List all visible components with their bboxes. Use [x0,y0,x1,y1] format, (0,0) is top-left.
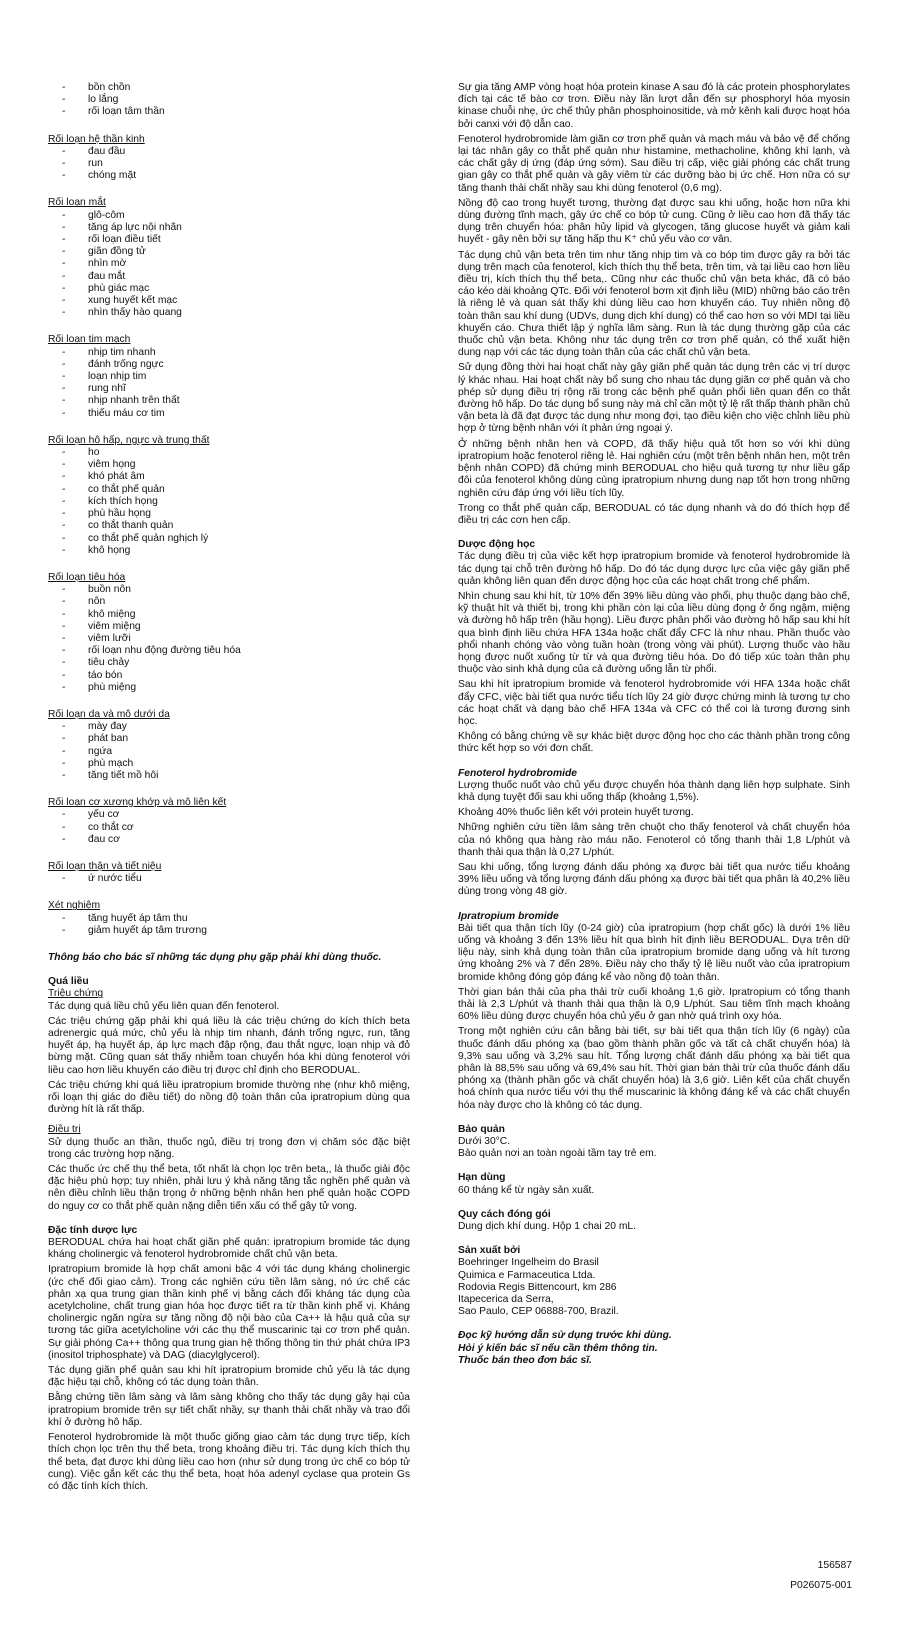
list-item: - đau cơ [48,834,410,846]
ipratropium-paragraphs [458,923,850,1112]
paragraph: Boehringer Ingelheim do Brasil [458,1257,599,1269]
section-heading: Rối loạn hệ thần kinh [48,133,145,145]
warning-lines [458,1330,850,1367]
list-item: - rối loạn tâm thần [48,106,410,118]
list-item: - tăng áp lực nội nhãn [48,222,410,234]
packaging-lines [458,1221,850,1233]
paragraph: Sao Paulo, CEP 06888-700, Brazil. [458,1306,619,1318]
list-item: - khô họng [48,545,410,557]
paragraph: Tác dụng giãn phế quản sau khi hít ipratropium bromide chủ yếu là tác dụng đặc hiệu tại chỗ, không có tác dụng toàn thân. [48,1365,410,1389]
manufacturer-heading: Sản xuất bởi [458,1245,521,1257]
paragraph: Lượng thuốc nuốt vào chủ yếu được chuyển hóa thành dạng liên hợp sulphate. Sinh khả dụng tuyệt đối sau khi uống thấp (khoảng 1,5%). [458,779,850,803]
section-heading: Rối loạn tim mạch [48,334,131,346]
list-item: - tăng huyết áp tâm thu [48,913,410,925]
symptom-list [48,447,410,557]
symptom-list [48,873,410,885]
pharmacodynamics-paragraphs [48,1237,410,1493]
right-column [458,82,850,1367]
paragraph: 60 tháng kể từ ngày sản xuất. [458,1184,595,1196]
list-item: - kích thích họng [48,496,410,508]
paragraph: Nhìn chung sau khi hít, từ 10% đến 39% liều dùng vào phổi, phụ thuộc dạng bào chế, kỹ thuật hít và thiết bị, trong khi phần còn lại của liều dùng đọng ở ống ngậm, miệng và đường hô hấp trên (hầu họng). Liều được phân phối vào đường hô hấp sau khi hít qua bình định liều chứa HFA 134a hoặc chất đẩy CFC là như nhau. Phần thuốc vào phổi nhanh chóng vào vòng tuần hoàn (trong vòng vài phút). Lượng thuốc vào hầu họng được nuốt xuống từ từ và qua đường tiêu hóa. Do đó tiếp xúc toàn thân phụ thuộc vào sinh khả dụng của cả đường uống lẫn từ phổi. [458,590,850,676]
paragraph: Ở những bệnh nhân hen và COPD, đã thấy hiệu quả tốt hơn so với khi dùng ipratropium hoặc fenoterol riêng lẻ. Hai nghiên cứu (một trên bệnh nhân hen, một trên bệnh nhân COPD) đã chứng minh BERODUAL cho hiệu quả tương tự như liều gấp đôi của fenoterol không dùng cùng ipratropium nhưng dung nạp tốt hơn trong những nghiên cứu đáp ứng với liều tích lũy. [458,438,850,499]
paragraph: Sau khi hít ipratropium bromide và fenoterol hydrobromide với HFA 134a hoặc chất đẩy CFC, việc bài tiết qua nước tiểu tích lũy 24 giờ được chứng minh là tương tự cho các hoạt chất và dạng bào chế HFA 134a và CFC có thể coi là tương đương sinh học. [458,679,850,727]
paragraph: Nồng độ cao trong huyết tương, thường đạt được sau khi uống, hoặc hơn nữa khi dùng đường tĩnh mạch, gây ức chế co bóp tử cung. Cũng ở liều cao hơn đã thấy tác dụng trên chuyển hóa: phân hủy lipid và glycogen, tăng glucose huyết và giảm kali huyết - gây nên bởi sự tăng hấp thu K⁺ chủ yếu vào cơ vân. [458,197,850,246]
paragraph: Fenoterol hydrobromide là một thuốc giống giao cảm tác dụng trực tiếp, kích thích chọn lọc trên thụ thể beta, trong khoảng điều trị. Tác dụng kích thích thụ thể beta, đạt được khi dùng liều cao hơn (như sử dụng trong ức chế co bóp tử cung). Việc gắn kết các thụ thể beta, hoạt hóa adenyl cyclase qua protein Gs có đặc tính kích thích. [48,1432,410,1492]
list-item: - khó phát âm [48,471,410,483]
expiry-lines [458,1185,850,1197]
storage-heading: Bảo quản [458,1123,505,1135]
paragraph: Các triệu chứng khi quá liều ipratropium bromide thường nhẹ (như khô miệng, rối loạn thị giác do điều tiết) do nồng độ toàn thân của ipratropium dùng qua đường hít là rất thấp. [48,1079,410,1116]
list-item: - nôn [48,596,410,608]
list-item: - khô miệng [48,609,410,621]
paragraph: Thuốc bán theo đơn bác sĩ. [458,1354,592,1366]
list-item: - phù hầu họng [48,508,410,520]
manufacturer-lines [458,1257,850,1318]
list-item: - rối loạn điều tiết [48,234,410,246]
adverse-effect-groups [48,134,410,937]
list-item: - nhìn mờ [48,258,410,270]
section-heading: Rối loạn da và mô dưới da [48,708,170,720]
list-item: - viêm họng [48,459,410,471]
notice-text: Thông báo cho bác sĩ những tác dụng phụ gặp phải khi dùng thuốc. [48,951,382,963]
symptoms-paragraphs [48,1001,410,1117]
treatment-heading: Điều trị [48,1124,81,1136]
paragraph: Sử dụng đồng thời hai hoạt chất này gây giãn phế quản tác dụng trên các vị trí dược lý khác nhau. Hai hoạt chất này bổ sung cho nhau tác dụng giãn cơ phế quản và cho phép sử dụng điều trị rộng rãi trong các bệnh phế quản phổi liên quan đến co thắt đường hô hấp. Do tác dụng bổ sung này mà chỉ cần một tỷ lệ rất thấp thành phần chủ vận beta là đã đạt được tác dụng như mong đợi, tạo điều kiện cho việc chỉnh liều phù hợp ở từng bệnh nhân với ít phản ứng ngoại ý. [458,362,850,435]
storage-lines [458,1136,850,1160]
list-item: - phù mạch [48,758,410,770]
list-item: - yếu cơ [48,809,410,821]
list-item: - đánh trống ngực [48,359,410,371]
section-heading: Rối loạn thận và tiết niệu [48,860,162,872]
document-codes [790,1556,852,1596]
paragraph: Trong một nghiên cứu cân bằng bài tiết, sự bài tiết qua thận tích lũy (6 ngày) của thuốc đánh dấu phóng xạ (bao gồm thành phần gốc và tất cả chất chuyển hóa) là 9,3% sau uống và 3,2% sau hít. Tổng lượng chất đánh dấu phóng xạ bài tiết qua phân là 88,5% sau uống và 69,4% sau hít. Thời gian bán thải trừ của thuốc đánh dấu phóng xạ (thành phần gốc và chất chuyển hóa) là 3,6 giờ. Liên kết của chất chuyển hoá chính qua nước tiểu với thụ thể muscarinic là không đáng kể và các chất chuyển hóa này được cho là không có tác dụng. [458,1026,850,1111]
list-item: - glô-côm [48,210,410,222]
paragraph: Dưới 30°C. [458,1136,511,1148]
list-item: - rối loạn nhu động đường tiêu hóa [48,645,410,657]
overdose-heading: Quá liều [48,976,89,988]
expiry-heading: Hạn dùng [458,1172,506,1184]
section-heading: Xét nghiệm [48,900,101,912]
symptom-list [48,721,410,782]
list-item: - run [48,158,410,170]
list-item: - phù giác mạc [48,283,410,295]
paragraph: Dung dịch khí dung. Hộp 1 chai 20 mL. [458,1221,637,1233]
list-item: - thiếu máu cơ tim [48,408,410,420]
pharmacodynamics-heading: Đặc tính dược lực [48,1224,138,1236]
paragraph: Không có bằng chứng về sự khác biệt dược động học cho các thành phần trong công thức kết hợp so với đơn chất. [458,731,850,755]
list-item: - phát ban [48,733,410,745]
list-item: - buồn nôn [48,584,410,596]
list-item: - viêm miệng [48,621,410,633]
paragraph: Thời gian bán thải của pha thải trừ cuối khoảng 1,6 giờ. Ipratropium có tổng thanh thải là 2,3 L/phút và thanh thải qua thận là 0,9 L/phút. Sau tiêm tĩnh mạch khoảng 60% liều dùng được chuyển hóa chủ yếu ở gan nhờ quá trình oxy hóa. [458,986,850,1023]
section-heading: Rối loạn cơ xương khớp và mô liên kết [48,797,227,809]
list-item: - đau mắt [48,271,410,283]
list-item: - co thắt cơ [48,822,410,834]
list-item: - giãn đồng tử [48,246,410,258]
list-item: - co thắt phế quản [48,484,410,496]
pharmacodynamics-continued [458,82,850,527]
symptom-list [48,809,410,846]
list-item: - ứ nước tiểu [48,873,410,885]
list-item: - tiêu chảy [48,657,410,669]
section-heading: Rối loạn tiêu hóa [48,571,126,583]
list-item: - mày đay [48,721,410,733]
list-item: - tăng tiết mồ hôi [48,770,410,782]
symptoms-heading: Triệu chứng [48,988,104,1000]
paragraph: Các triệu chứng gặp phải khi quá liều là các triệu chứng do kích thích beta adrenergic quá mức, chủ yếu là nhịp tim nhanh, đánh trống ngực, run, tăng huyết áp, hạ huyết áp, áp lực mạch đập rộng, đau thắt ngực, loạn nhịp và đỏ bừng mặt. Cũng quan sát thấy nhiễm toan chuyển hóa khi dùng fenoterol với liều cao hơn liều khuyến cáo điều trị được chỉ định cho BERODUAL. [48,1015,410,1076]
symptom-list [48,347,410,420]
symptom-list [48,146,410,183]
paragraph: Bằng chứng tiền lâm sàng và lâm sàng không cho thấy tác dụng gây hại của ipratropium bromide trên sự tiết chất nhầy, sự thanh thải chất nhầy và trao đổi khí ở đường hô hấp. [48,1392,410,1428]
paragraph: Rodovia Regis Bittencourt, km 286 [458,1281,617,1293]
paragraph: Sử dụng thuốc an thần, thuốc ngủ, điều trị trong đơn vị chăm sóc đặc biệt trong các trường hợp nặng. [48,1136,410,1160]
section-heading: Rối loạn mắt [48,197,106,209]
list-item: - co thắt phế quản nghịch lý [48,533,410,545]
section-heading: Rối loạn hô hấp, ngực và trung thất [48,434,210,446]
paragraph: Quimica e Farmaceutica Ltda. [458,1269,596,1281]
list-item: - nhịp tim nhanh [48,347,410,359]
symptom-list [48,210,410,320]
list-item: - ngứa [48,746,410,758]
symptom-list-top [48,82,410,119]
list-item: - loạn nhịp tim [48,371,410,383]
paragraph: Đọc kỹ hướng dẫn sử dụng trước khi dùng. [458,1330,672,1342]
paragraph: Khoảng 40% thuốc liên kết với protein huyết tương. [458,807,694,819]
list-item: - táo bón [48,670,410,682]
paragraph: Sự gia tăng AMP vòng hoạt hóa protein kinase A sau đó là các protein phosphorylates đích tại các tế bào cơ trơn. Điều này lần lượt dẫn đến sự phosphoryl hóa myosin kinase chuỗi nhẹ, ức chế thủy phân phosphoinositide, và mở kênh kali được hoạt hóa bởi canxi với độ dẫn cao. [458,82,850,130]
paragraph: Itapecerica da Serra, [458,1294,554,1306]
list-item: - ho [48,447,410,459]
paragraph: Tác dụng chủ vận beta trên tim như tăng nhịp tim và co bóp tim được gây ra bởi tác dụng trên mạch của fenoterol, kích thích thụ thể beta, trên tim, và tại liều cao hơn liều điều trị, kích thích thụ thể beta,. Cũng như các thuốc chủ vận beta khác, đã có báo cáo kéo dài khoảng QTc. Đối với fenoterol bơm xịt định liều (MID) những báo cáo trên là riêng lẻ và quan sát thấy khi dùng liều cao hơn khuyến cáo. Tuy nhiên nồng độ toàn thân sau khí dung (UDVs, dung dịch khí dung) có thể cao hơn so với MDI tại liều khuyến cáo. Chưa thiết lập ý nghĩa lâm sàng. Run là tác dụng thường gặp của các thuốc chủ vận beta. Không như tác dụng trên cơ trơn phế quản, có thể xuất hiện dung nạp với các tác dụng toàn thân của các chất chủ vận beta. [458,249,850,359]
paragraph: Ipratropium bromide là hợp chất amoni bậc 4 với tác dụng kháng cholinergic (ức chế đối giao cảm). Trong các nghiên cứu tiền lâm sàng, nó ức chế các phản xạ qua trung gian thần kinh phế vị bằng cách đối kháng tác dụng của acetylcholine, chất trung gian hóa học được tiết ra từ thần kinh phế vị. Kháng cholinergic ngăn ngừa sự tăng nồng độ nội bào của Ca++ là hậu quả của sự tương tác giữa acetylcholine với các thụ thể muscarinic tại cơ trơn phế quản. Sự giải phóng Ca++ thông qua trung gian hệ thống thông tin thứ phát chứa IP3 (inositol triphosphate) và DAG (diacylglycerol). [48,1264,410,1361]
code-number: 156587 [817,1560,852,1571]
ipratropium-heading: Ipratropium bromide [458,910,559,922]
list-item: - đau đầu [48,146,410,158]
paragraph: Hỏi ý kiến bác sĩ nếu cần thêm thông tin. [458,1342,658,1354]
list-item: - xung huyết kết mạc [48,295,410,307]
list-item: - co thắt thanh quản [48,520,410,532]
list-item: - phù miệng [48,682,410,694]
list-item: - nhìn thấy hào quang [48,307,410,319]
list-item: - chóng mặt [48,170,410,182]
paragraph: Fenoterol hydrobromide làm giãn cơ trơn phế quản và mạch máu và bảo vệ để chống lại tác nhân gây co thắt phế quản như histamine, methacholine, không khí lạnh, và các chất gây dị ứng (đáp ứng sớm). Sau điều trị cấp, việc giải phóng các chất trung gian gây co thắt phế quản và gây viêm từ các dưỡng bào bị ức chế. Hơn nữa có sự tăng thanh thải chất nhầy sau khi dùng fenoterol (0,6 mg). [458,133,850,194]
pharmacokinetics-heading: Dược động học [458,539,536,551]
pharmacokinetics-paragraphs [458,551,850,755]
paragraph: Bài tiết qua thận tích lũy (0-24 giờ) của ipratropium (hợp chất gốc) là dưới 1% liều uống và khoảng 3 đến 13% liều hít qua bình hít định liều BERODUAL. Dựa trên dữ liệu này, sinh khả dụng toàn thân của ipratropium bromide dạng uống và hít tương ứng khoảng 2% và 7 đến 28%. Điều này cho thấy tỷ lệ liều nuốt vào của ipratropium bromide không đóng góp đáng kể vào nồng độ toàn thân. [458,922,850,983]
fenoterol-heading: Fenoterol hydrobromide [458,767,577,779]
symptom-list [48,913,410,937]
list-item: - giảm huyết áp tâm trương [48,925,410,937]
packaging-heading: Quy cách đóng gói [458,1208,551,1220]
paragraph: Những nghiên cứu tiền lâm sàng trên chuột cho thấy fenoterol và chất chuyển hóa của nó không qua hàng rào máu não. Fenoterol có tổng thanh thải 1,8 L/phút và thanh thải qua thận là 0,27 L/phút. [458,822,850,858]
left-column [48,82,410,1496]
list-item: - rung nhĩ [48,383,410,395]
symptom-list [48,584,410,694]
list-item: - viêm lưỡi [48,633,410,645]
product-code: P026075-001 [790,1580,852,1591]
paragraph: Tác dụng quá liều chủ yếu liên quan đến fenoterol. [48,1000,280,1012]
paragraph: Trong co thắt phế quản cấp, BERODUAL có tác dụng nhanh và do đó thích hợp để điều trị các cơn hen cấp. [458,502,850,526]
paragraph: BERODUAL chứa hai hoạt chất giãn phế quản: ipratropium bromide tác dụng kháng cholinergic và fenoterol hydrobromide chất chủ vận beta. [48,1237,410,1261]
list-item: - bồn chồn [48,82,410,94]
paragraph: Tác dụng điều trị của việc kết hợp ipratropium bromide và fenoterol hydrobromide là tác dụng tại chỗ trên đường hô hấp. Do đó tác dụng dược lực của việc gây giãn phế quản không liên quan đến dược động học của các hoạt chất trong chế phẩm. [458,551,850,587]
paragraph: Các thuốc ức chế thụ thể beta, tốt nhất là chọn lọc trên beta,, là thuốc giải độc đặc hiệu phù hợp; tuy nhiên, phải lưu ý khả năng tăng tắc nghẽn phế quản và nên điều chỉnh liều thận trọng ở những bệnh nhân hen phế quản hoặc COPD do nguy cơ co thắt phế quản nặng diễn tiến xấu có thể gây tử vong. [48,1164,410,1212]
treatment-paragraphs [48,1137,410,1213]
fenoterol-paragraphs [458,780,850,899]
paragraph: Bảo quản nơi an toàn ngoài tầm tay trẻ em. [458,1148,657,1160]
list-item: - lo lắng [48,94,410,106]
list-item: - nhịp nhanh trên thất [48,395,410,407]
paragraph: Sau khi uống, tổng lượng đánh dấu phóng xạ được bài tiết qua nước tiểu khoảng 39% liều uống và tổng lượng đánh dấu phóng xạ được bài tiết qua phân là 40,2% liều dùng trong vòng 48 giờ. [458,861,850,898]
